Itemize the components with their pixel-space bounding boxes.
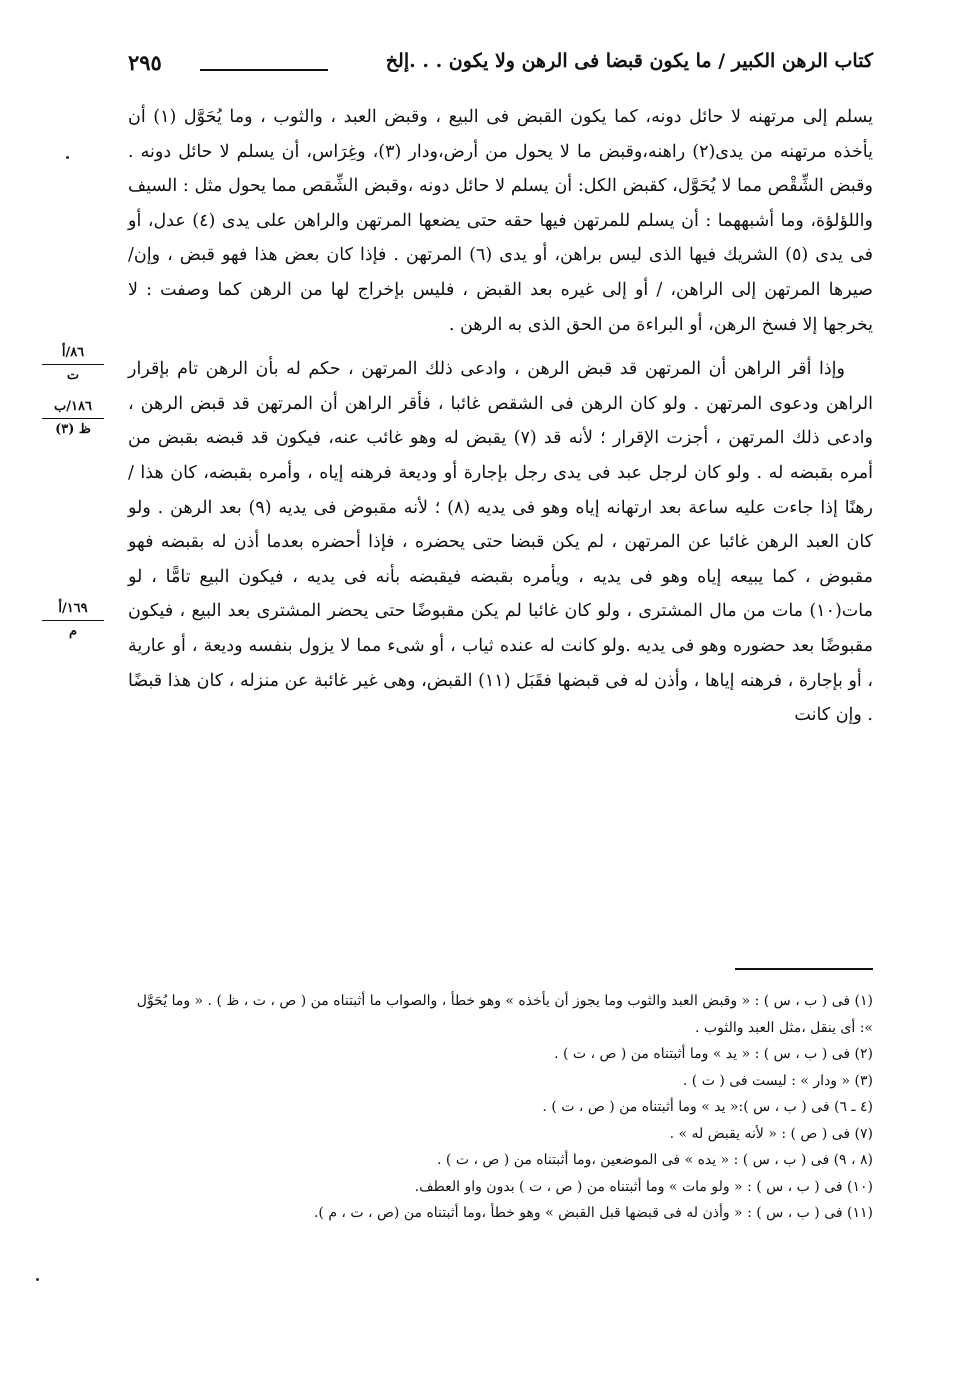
margin-note-rule [42, 620, 104, 621]
footnote: (٨ ، ٩) فى ( ب ، س ) : « يده » فى الموضعين ،وما أثبتناه من ( ص ، ت ) . [437, 1152, 873, 1168]
margin-note-siglum: ظ (٣) [55, 422, 91, 437]
margin-note-folio: ١٦٩/أ [58, 601, 88, 616]
scan-speck [36, 1278, 39, 1281]
margin-note-rule [42, 364, 104, 365]
margin-note-rule [42, 418, 104, 419]
margin-note-ms-ta [42, 344, 104, 385]
page-number: ٢٩٥ [128, 50, 162, 75]
margin-note-folio: ٨٦/أ [61, 345, 85, 360]
paragraph-1: يسلم إلى مرتهنه لا حائل دونه، كما يكون القبض فى البيع ، وقبض العبد ، والثوب ، وما يُحَوَّل (١) أن يأخذه مرتهنه من يدى(٢) راهنه،وقبض ما لا يحول من أرض،ودار (٣)، وغِرَاس، أن يسلم لا حائل دونه . وقبض الشِّقْص مما لا يُحَوَّل، كقبض الكل: أن يسلم لا حائل دونه ،وقبض الشِّقص مما يحول مثل : السيف واللؤلؤة، وما أشبههما : أن يسلم للمرتهن فيها حقه حتى يضعها المرتهن والراهن على يدى (٤) عدل، أو فى يدى (٥) الشريك فيها الذى ليس براهن، أو يدى (٦) المرتهن . فإذا كان بعض هذا فهو قبض ، وإن/ صيرها المرتهن إلى الراهن، / أو إلى غيره بعد القبض ، فليس بإخراج لها من الرهن كما وصفت : لا يخرجها إلا فسخ الرهن، أو البراءة من الحق الذى به الرهن . [128, 107, 873, 335]
margin-note-siglum: م [68, 624, 78, 639]
footnote: (٧) فى ( ص ) : « لأنه يقبض له » . [669, 1125, 873, 1142]
margin-note-ms-mim [42, 600, 104, 641]
running-header [128, 50, 873, 84]
header-title: كتاب الرهن الكبير / ما يكون قبضا فى الرهن ولا يكون . . .إلخ [385, 50, 873, 72]
header-rule [200, 69, 328, 71]
footnote: (٤ ـ ٦) فى ( ب ، س ):« يد » وما أثبتناه من ( ص ، ت ) . [542, 1099, 873, 1115]
footnote: (١٠) فى ( ب ، س ) : « ولو مات » وما أثبتناه من ( ص ، ت ) بدون واو العطف. [414, 1178, 873, 1195]
paragraph-2: وإذا أقر الراهن أن المرتهن قد قبض الرهن ، وادعى ذلك المرتهن ، حكم له بأن الرهن تام بإقرار الراهن ودعوى المرتهن . ولو كان الرهن فى الشقص غائبا ، فأقر الراهن أن المرتهن قد قبض الرهن ، وادعى ذلك المرتهن ، أجزت الإقرار ؛ لأنه قد (٧) يقبض له وهو غائب عنه، فيكون قد قبضه بقبض من أمره بقبضه له . ولو كان لرجل عبد فى يدى رجل بإجارة أو وديعة فرهنه إياه ، وأمره بقبضه، كان هذا / رهنًا إذا جاءت عليه ساعة بعد ارتهانه إياه وهو فى يديه (٨) ؛ لأنه مقبوض فى يديه (٩) بعد الرهن . ولو كان العبد الرهن غائبا عن المرتهن ، لم يكن قبضا حتى يحضره ، فإذا أحضره بعدما أذن له بقبضه فهو مقبوض ، كما يبيعه إياه وهو فى يديه ، ويأمره بقبضه فيقبضه بأنه فى يديه ، فيكون البيع تامًّا ، لو مات(١٠) مات من مال المشترى ، ولو كان غائبا لم يكن مقبوضًا حتى يحضر المشترى بعد البيع ، فيكون مقبوضًا بعد حضوره وهو فى يديه .ولو كانت له عنده ثياب ، أو شىء مما لا يزول بنفسه وديعة ، أو عارية ، أو بإجارة ، فرهنه إياها ، وأذن له فى قبضها فقَبَل (١١) القبض، وهى غير غائبة عن منزله ، كان هذا قبضًا . وإن كانت [128, 359, 873, 726]
margin-note-siglum: ت [66, 368, 80, 383]
footnote-separator [735, 968, 873, 970]
footnotes [128, 988, 873, 1227]
scan-speck [66, 156, 69, 159]
footnote: (٢) فى ( ب ، س ) : « يد » وما أثبتناه من ( ص ، ت ) . [554, 1046, 873, 1062]
margin-note-folio: ١٨٦/ب [54, 399, 92, 414]
footnote: (١) فى ( ب ، س ) : « وقبض العبد والثوب وما يجوز أن يأخذه » وهو خطأ ، والصواب ما أثبتناه من ( ص ، ت ، ظ ) . « وما يُحَوَّل »: أى ينقل ،مثل العبد والثوب . [136, 993, 873, 1036]
margin-note-ms-za [42, 398, 104, 439]
footnote: (١١) فى ( ب ، س ) : « وأذن له فى قبضها قبل القبض » وهو خطأ ،وما أثبتناه من (ص ، ت ، م ). [313, 1205, 873, 1221]
main-text [128, 100, 873, 733]
footnote: (٣) « ودار » : ليست فى ( ت ) . [682, 1072, 873, 1089]
